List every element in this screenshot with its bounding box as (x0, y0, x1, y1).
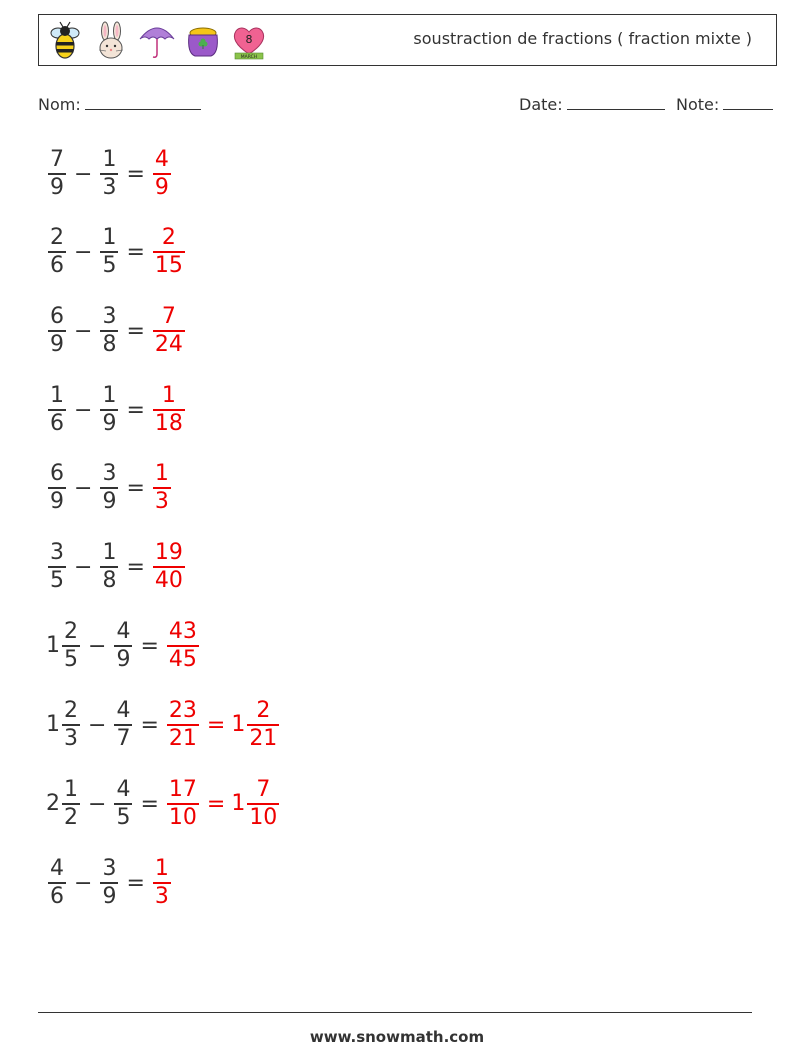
answer-fraction-numerator: 7 (161, 304, 176, 330)
worksheet-header (38, 14, 777, 66)
answer-mixed-whole: 1 (231, 791, 246, 816)
answer-fraction-denominator: 18 (154, 410, 183, 436)
minuend-whole: 2 (46, 791, 60, 816)
answer-fraction (153, 540, 185, 594)
problem-row (46, 772, 281, 836)
answer-fraction-numerator: 23 (168, 698, 197, 724)
minuend-numerator: 2 (50, 225, 64, 251)
answer (151, 147, 173, 201)
answer-fraction-denominator: 45 (168, 646, 197, 672)
subtrahend (100, 147, 118, 201)
answer (151, 304, 187, 358)
footer-divider (38, 1012, 752, 1013)
subtrahend-denominator: 8 (102, 331, 117, 357)
problem-row (46, 693, 281, 757)
minuend-denominator: 9 (50, 174, 64, 200)
answer-fraction-numerator: 2 (161, 225, 176, 251)
answer-fraction (153, 225, 185, 279)
minus-sign: − (74, 397, 93, 423)
equals-sign: = (126, 318, 145, 344)
date-blank[interactable] (567, 95, 665, 110)
equals-sign: = (140, 712, 159, 738)
equals-sign: = (126, 239, 145, 265)
subtrahend-numerator: 1 (102, 540, 117, 566)
subtrahend-denominator: 5 (102, 252, 117, 278)
subtrahend-denominator: 5 (116, 804, 131, 830)
minuend (48, 383, 66, 437)
equals-sign: = (140, 633, 159, 659)
answer-mixed-fraction-numerator: 7 (256, 777, 271, 803)
answer (165, 698, 281, 752)
minus-sign: − (88, 712, 107, 738)
minuend-numerator: 4 (50, 856, 64, 882)
minus-sign: − (74, 239, 93, 265)
answer-fraction-denominator: 24 (154, 331, 183, 357)
problem-row (46, 535, 187, 599)
problem-row (46, 456, 173, 520)
heart-march-8-icon (229, 21, 269, 61)
minuend-denominator: 6 (50, 883, 64, 909)
subtrahend-numerator: 3 (102, 304, 117, 330)
subtrahend (100, 856, 118, 910)
problem-row (46, 851, 173, 915)
heart-number: 8 (245, 33, 253, 46)
minuend (48, 540, 66, 594)
subtrahend (100, 383, 118, 437)
minuend (48, 147, 66, 201)
minuend-whole: 1 (46, 712, 60, 737)
answer (151, 461, 173, 515)
equals-sign: = (140, 791, 159, 817)
answer-fraction (153, 147, 171, 201)
name-blank[interactable] (85, 95, 201, 110)
answer-fraction-numerator: 17 (168, 777, 197, 803)
umbrella-icon (137, 21, 177, 61)
minus-sign: − (74, 475, 93, 501)
answer-mixed-fraction-denominator: 10 (249, 804, 278, 830)
minuend-denominator: 5 (50, 567, 64, 593)
score-field (676, 95, 773, 114)
answer-mixed-fraction (247, 777, 279, 831)
answer-mixed-fraction-denominator: 21 (249, 725, 278, 751)
minuend-numerator: 6 (50, 304, 64, 330)
minuend-whole: 1 (46, 633, 60, 658)
answer-fraction (167, 619, 199, 673)
minus-sign: − (74, 554, 93, 580)
subtrahend (114, 698, 132, 752)
subtrahend-denominator: 9 (102, 488, 117, 514)
minus-sign: − (88, 791, 107, 817)
minuend-denominator: 5 (64, 646, 78, 672)
minuend-denominator: 9 (50, 331, 64, 357)
subtrahend-denominator: 8 (102, 567, 117, 593)
problem-row (46, 378, 187, 442)
answer-fraction (167, 777, 199, 831)
subtrahend-numerator: 3 (102, 856, 117, 882)
minuend-denominator: 6 (50, 252, 64, 278)
subtrahend (114, 619, 132, 673)
answer-mixed-whole: 1 (231, 712, 246, 737)
subtrahend (114, 777, 132, 831)
answer-fraction-numerator: 1 (154, 461, 169, 487)
answer (151, 540, 187, 594)
minuend-numerator: 2 (64, 619, 78, 645)
minus-sign: − (74, 318, 93, 344)
answer-fraction-numerator: 43 (168, 619, 197, 645)
answer-equals-sign: = (206, 791, 226, 817)
score-blank[interactable] (723, 95, 773, 110)
answer-mixed-fraction-numerator: 2 (256, 698, 271, 724)
equals-sign: = (126, 870, 145, 896)
subtrahend-numerator: 1 (102, 147, 117, 173)
subtrahend (100, 225, 118, 279)
minus-sign: − (74, 870, 93, 896)
subtrahend-numerator: 3 (102, 461, 117, 487)
answer-fraction-denominator: 3 (154, 488, 169, 514)
subtrahend-denominator: 9 (102, 410, 117, 436)
subtrahend-numerator: 1 (102, 383, 117, 409)
heart-ribbon: MARCH (240, 55, 258, 60)
answer-fraction-denominator: 9 (154, 174, 169, 200)
answer-fraction-denominator: 3 (154, 883, 169, 909)
minus-sign: − (74, 161, 93, 187)
minuend-denominator: 6 (50, 410, 64, 436)
answer-fraction-numerator: 19 (154, 540, 183, 566)
minuend (48, 856, 66, 910)
answer-fraction-denominator: 15 (154, 252, 183, 278)
equals-sign: = (126, 554, 145, 580)
answer-fraction (153, 461, 171, 515)
problem-row (46, 299, 187, 363)
subtrahend-denominator: 9 (116, 646, 131, 672)
pot-of-gold-icon (183, 21, 223, 61)
answer-fraction (167, 698, 199, 752)
equals-sign: = (126, 397, 145, 423)
subtrahend-numerator: 1 (102, 225, 117, 251)
bunny-icon (91, 21, 131, 61)
subtrahend-denominator: 3 (102, 174, 117, 200)
answer-fraction-denominator: 21 (168, 725, 197, 751)
footer-url: www.snowmath.com (309, 1028, 485, 1046)
problem-row (46, 220, 187, 284)
subtrahend (100, 304, 118, 358)
answer-fraction-numerator: 4 (154, 147, 169, 173)
equals-sign: = (126, 161, 145, 187)
minuend-numerator: 1 (50, 383, 64, 409)
answer-fraction-denominator: 10 (168, 804, 197, 830)
subtrahend (100, 461, 118, 515)
minus-sign: − (88, 633, 107, 659)
date-field (519, 95, 665, 114)
date-label: Date: (519, 95, 563, 114)
answer-fraction (153, 856, 171, 910)
subtrahend-denominator: 7 (116, 725, 131, 751)
answer (151, 856, 173, 910)
minuend-denominator: 3 (64, 725, 78, 751)
subtrahend (100, 540, 118, 594)
answer-fraction-numerator: 1 (154, 856, 169, 882)
answer-fraction-denominator: 40 (154, 567, 183, 593)
subtrahend-numerator: 4 (116, 619, 131, 645)
minuend-numerator: 2 (64, 698, 78, 724)
minuend-denominator: 2 (64, 804, 78, 830)
name-label: Nom: (38, 95, 81, 114)
subtrahend-numerator: 4 (116, 777, 131, 803)
minuend (62, 698, 80, 752)
name-field (38, 95, 201, 114)
answer (165, 777, 281, 831)
minuend-numerator: 1 (64, 777, 78, 803)
answer (165, 619, 201, 673)
problem-row (46, 142, 173, 206)
subtrahend-numerator: 4 (116, 698, 131, 724)
bee-icon (45, 21, 85, 61)
answer-equals-sign: = (206, 712, 226, 738)
answer-mixed-fraction (247, 698, 279, 752)
minuend-numerator: 7 (50, 147, 64, 173)
minuend (48, 461, 66, 515)
minuend (48, 304, 66, 358)
worksheet-title: soustraction de fractions ( fraction mixte ) (413, 29, 752, 48)
minuend-denominator: 9 (50, 488, 64, 514)
icon-strip (45, 21, 269, 61)
subtrahend-denominator: 9 (102, 883, 117, 909)
minuend-numerator: 6 (50, 461, 64, 487)
minuend-numerator: 3 (50, 540, 64, 566)
answer-fraction (153, 304, 185, 358)
answer-fraction (153, 383, 185, 437)
answer-fraction-numerator: 1 (161, 383, 176, 409)
minuend (62, 777, 80, 831)
answer (151, 225, 187, 279)
answer (151, 383, 187, 437)
minuend (62, 619, 80, 673)
problem-row (46, 614, 201, 678)
minuend (48, 225, 66, 279)
score-label: Note: (676, 95, 720, 114)
equals-sign: = (126, 475, 145, 501)
